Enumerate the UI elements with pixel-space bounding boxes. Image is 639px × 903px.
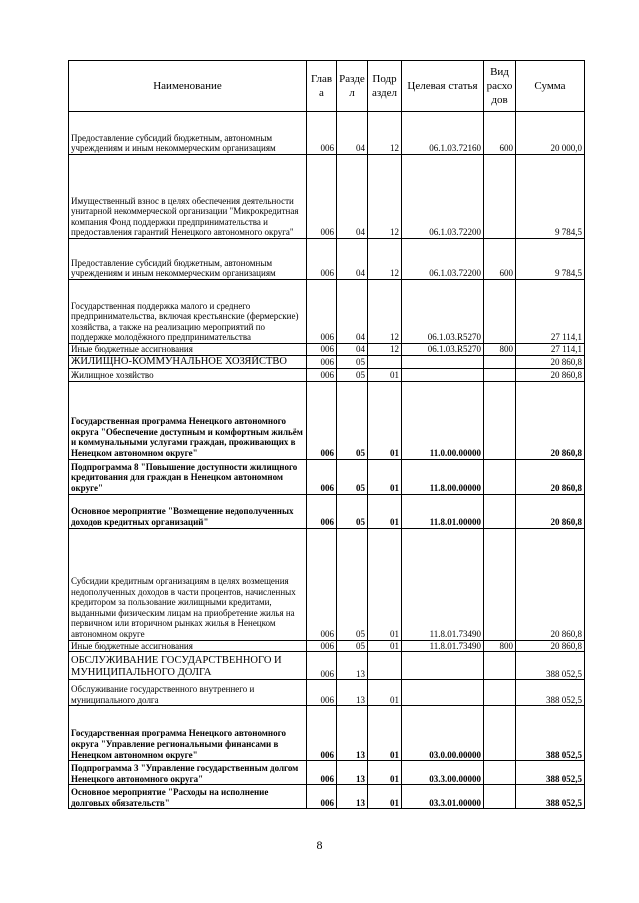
row-subsection: 01 (368, 706, 402, 761)
row-section: 05 (337, 368, 368, 381)
row-type (484, 280, 516, 344)
row-chapter: 006 (307, 355, 337, 368)
row-subsection: 12 (368, 239, 402, 280)
row-target: 11.8.01.73490 (402, 528, 484, 640)
row-section: 05 (337, 381, 368, 459)
row-chapter: 006 (307, 528, 337, 640)
row-type (484, 368, 516, 381)
row-section: 04 (337, 155, 368, 239)
row-section: 13 (337, 652, 368, 680)
row-target (402, 652, 484, 680)
row-subsection: 01 (368, 640, 402, 652)
row-sum: 20 860,8 (516, 368, 585, 381)
row-sum: 388 052,5 (516, 785, 585, 809)
row-sum: 388 052,5 (516, 652, 585, 680)
row-name: Имущественный взнос в целях обеспечения деятельности унитарной некоммерческой организации "Микрокредитная компания Фонд поддержки предпринимательства и предоставления гарантий Ненецкого автономного округа" (69, 155, 307, 239)
row-target: 03.3.01.00000 (402, 785, 484, 809)
row-section: 05 (337, 640, 368, 652)
row-target: 11.8.00.00000 (402, 459, 484, 494)
row-section: 05 (337, 528, 368, 640)
table-row (69, 680, 585, 706)
row-type (484, 381, 516, 459)
row-subsection: 12 (368, 155, 402, 239)
header-subsection: Подр аздел (368, 61, 402, 112)
row-name: ЖИЛИЩНО-КОММУНАЛЬНОЕ ХОЗЯЙСТВО (69, 355, 307, 368)
row-subsection: 01 (368, 528, 402, 640)
row-name: Государственная поддержка малого и среднего предпринимательства, включая крестьянские (фермерские) хозяйства, а также на реализацию мероприятий по поддержке молодёжного предпринимательства (69, 280, 307, 344)
table-row (69, 381, 585, 459)
table-row (69, 239, 585, 280)
header-section: Разде л (337, 61, 368, 112)
row-type (484, 680, 516, 706)
row-type (484, 761, 516, 785)
row-target: 03.3.00.00000 (402, 761, 484, 785)
header-chapter: Глав а (307, 61, 337, 112)
table-row (69, 355, 585, 368)
row-section: 13 (337, 680, 368, 706)
row-name: Государственная программа Ненецкого автономного округа "Обеспечение доступным и комфортным жильём и коммунальными услугами граждан, проживающих в Ненецком автономном округе" (69, 381, 307, 459)
row-name: Обслуживание государственного внутреннего и муниципального долга (69, 680, 307, 706)
row-subsection (368, 355, 402, 368)
document-page (68, 60, 584, 809)
row-target: 11.8.01.73490 (402, 640, 484, 652)
row-chapter: 006 (307, 761, 337, 785)
row-chapter: 006 (307, 494, 337, 528)
row-name: Предоставление субсидий бюджетным, автономным учреждениям и иным некоммерческим организациям (69, 112, 307, 155)
table-row (69, 706, 585, 761)
row-type: 600 (484, 112, 516, 155)
row-section: 05 (337, 355, 368, 368)
row-section: 13 (337, 785, 368, 809)
row-name: Подпрограмма 3 "Управление государственным долгом Ненецкого автономного округа" (69, 761, 307, 785)
row-target: 06.1.03.72160 (402, 112, 484, 155)
row-name: Государственная программа Ненецкого автономного округа "Управление региональными финансами в Ненецком автономном округе" (69, 706, 307, 761)
table-row (69, 280, 585, 344)
row-target: 06.1.03.R5270 (402, 280, 484, 344)
row-name: Жилищное хозяйство (69, 368, 307, 381)
row-type (484, 494, 516, 528)
page-number: 8 (316, 838, 323, 852)
row-subsection: 01 (368, 381, 402, 459)
table-row (69, 528, 585, 640)
table-row (69, 368, 585, 381)
row-sum: 20 860,8 (516, 494, 585, 528)
row-name: Иные бюджетные ассигнования (69, 640, 307, 652)
row-type (484, 355, 516, 368)
row-section: 04 (337, 112, 368, 155)
row-subsection: 01 (368, 368, 402, 381)
row-section: 05 (337, 494, 368, 528)
table-row (69, 494, 585, 528)
row-section: 13 (337, 706, 368, 761)
row-type (484, 652, 516, 680)
row-sum: 20 860,8 (516, 355, 585, 368)
table-row (69, 640, 585, 652)
row-chapter: 006 (307, 652, 337, 680)
row-chapter: 006 (307, 112, 337, 155)
row-sum: 388 052,5 (516, 680, 585, 706)
row-subsection: 01 (368, 785, 402, 809)
budget-table (68, 60, 585, 809)
header-name: Наименование (69, 61, 307, 112)
row-subsection: 12 (368, 112, 402, 155)
row-chapter: 006 (307, 381, 337, 459)
row-chapter: 006 (307, 680, 337, 706)
row-sum: 20 860,8 (516, 640, 585, 652)
row-sum: 20 000,0 (516, 112, 585, 155)
row-chapter: 006 (307, 344, 337, 356)
row-chapter: 006 (307, 640, 337, 652)
row-chapter: 006 (307, 459, 337, 494)
row-subsection: 01 (368, 459, 402, 494)
header-sum: Сумма (516, 61, 585, 112)
row-chapter: 006 (307, 155, 337, 239)
row-subsection: 12 (368, 280, 402, 344)
row-type (484, 706, 516, 761)
row-sum: 9 784,5 (516, 239, 585, 280)
row-target (402, 355, 484, 368)
row-type (484, 528, 516, 640)
row-section: 05 (337, 459, 368, 494)
table-header-row (69, 61, 585, 112)
row-target: 11.0.00.00000 (402, 381, 484, 459)
row-chapter: 006 (307, 368, 337, 381)
row-sum: 27 114,1 (516, 280, 585, 344)
row-sum: 20 860,8 (516, 459, 585, 494)
row-name: ОБСЛУЖИВАНИЕ ГОСУДАРСТВЕННОГО И МУНИЦИПАЛЬНОГО ДОЛГА (69, 652, 307, 680)
row-target: 11.8.01.00000 (402, 494, 484, 528)
row-type (484, 459, 516, 494)
row-section: 04 (337, 344, 368, 356)
row-target: 06.1.03.R5270 (402, 344, 484, 356)
row-sum: 388 052,5 (516, 761, 585, 785)
row-type: 800 (484, 344, 516, 356)
row-subsection: 01 (368, 680, 402, 706)
row-chapter: 006 (307, 785, 337, 809)
row-name: Субсидии кредитным организациям в целях возмещения недополученных доходов в части процентов, начисленных кредитором за пользование жилищными кредитами, выданными физическим лицам на приобретение жилья на первичном или вторичном рынках жилья в Ненецком автономном округе (69, 528, 307, 640)
row-target: 06.1.03.72200 (402, 155, 484, 239)
row-type: 800 (484, 640, 516, 652)
row-subsection: 01 (368, 761, 402, 785)
row-sum: 20 860,8 (516, 381, 585, 459)
row-target: 03.0.00.00000 (402, 706, 484, 761)
row-chapter: 006 (307, 239, 337, 280)
row-section: 13 (337, 761, 368, 785)
header-target: Целевая статья (402, 61, 484, 112)
row-subsection: 01 (368, 494, 402, 528)
table-row (69, 459, 585, 494)
row-sum: 388 052,5 (516, 706, 585, 761)
table-row (69, 652, 585, 680)
row-target: 06.1.03.72200 (402, 239, 484, 280)
row-section: 04 (337, 239, 368, 280)
header-type: Вид расхо дов (484, 61, 516, 112)
row-name: Подпрограмма 8 "Повышение доступности жилищного кредитования для граждан в Ненецком автономном округе" (69, 459, 307, 494)
row-section: 04 (337, 280, 368, 344)
row-target (402, 680, 484, 706)
row-sum: 20 860,8 (516, 528, 585, 640)
row-name: Основное мероприятие "Возмещение недополученных доходов кредитных организаций" (69, 494, 307, 528)
row-subsection (368, 652, 402, 680)
row-sum: 27 114,1 (516, 344, 585, 356)
table-row (69, 344, 585, 356)
row-chapter: 006 (307, 706, 337, 761)
row-name: Основное мероприятие "Расходы на исполнение долговых обязательств" (69, 785, 307, 809)
row-subsection: 12 (368, 344, 402, 356)
table-row (69, 155, 585, 239)
row-name: Предоставление субсидий бюджетным, автономным учреждениям и иным некоммерческим организациям (69, 239, 307, 280)
row-type (484, 785, 516, 809)
table-row (69, 112, 585, 155)
table-row (69, 785, 585, 809)
row-type: 600 (484, 239, 516, 280)
row-sum: 9 784,5 (516, 155, 585, 239)
row-name: Иные бюджетные ассигнования (69, 344, 307, 356)
table-row (69, 761, 585, 785)
row-chapter: 006 (307, 280, 337, 344)
row-target (402, 368, 484, 381)
row-type (484, 155, 516, 239)
